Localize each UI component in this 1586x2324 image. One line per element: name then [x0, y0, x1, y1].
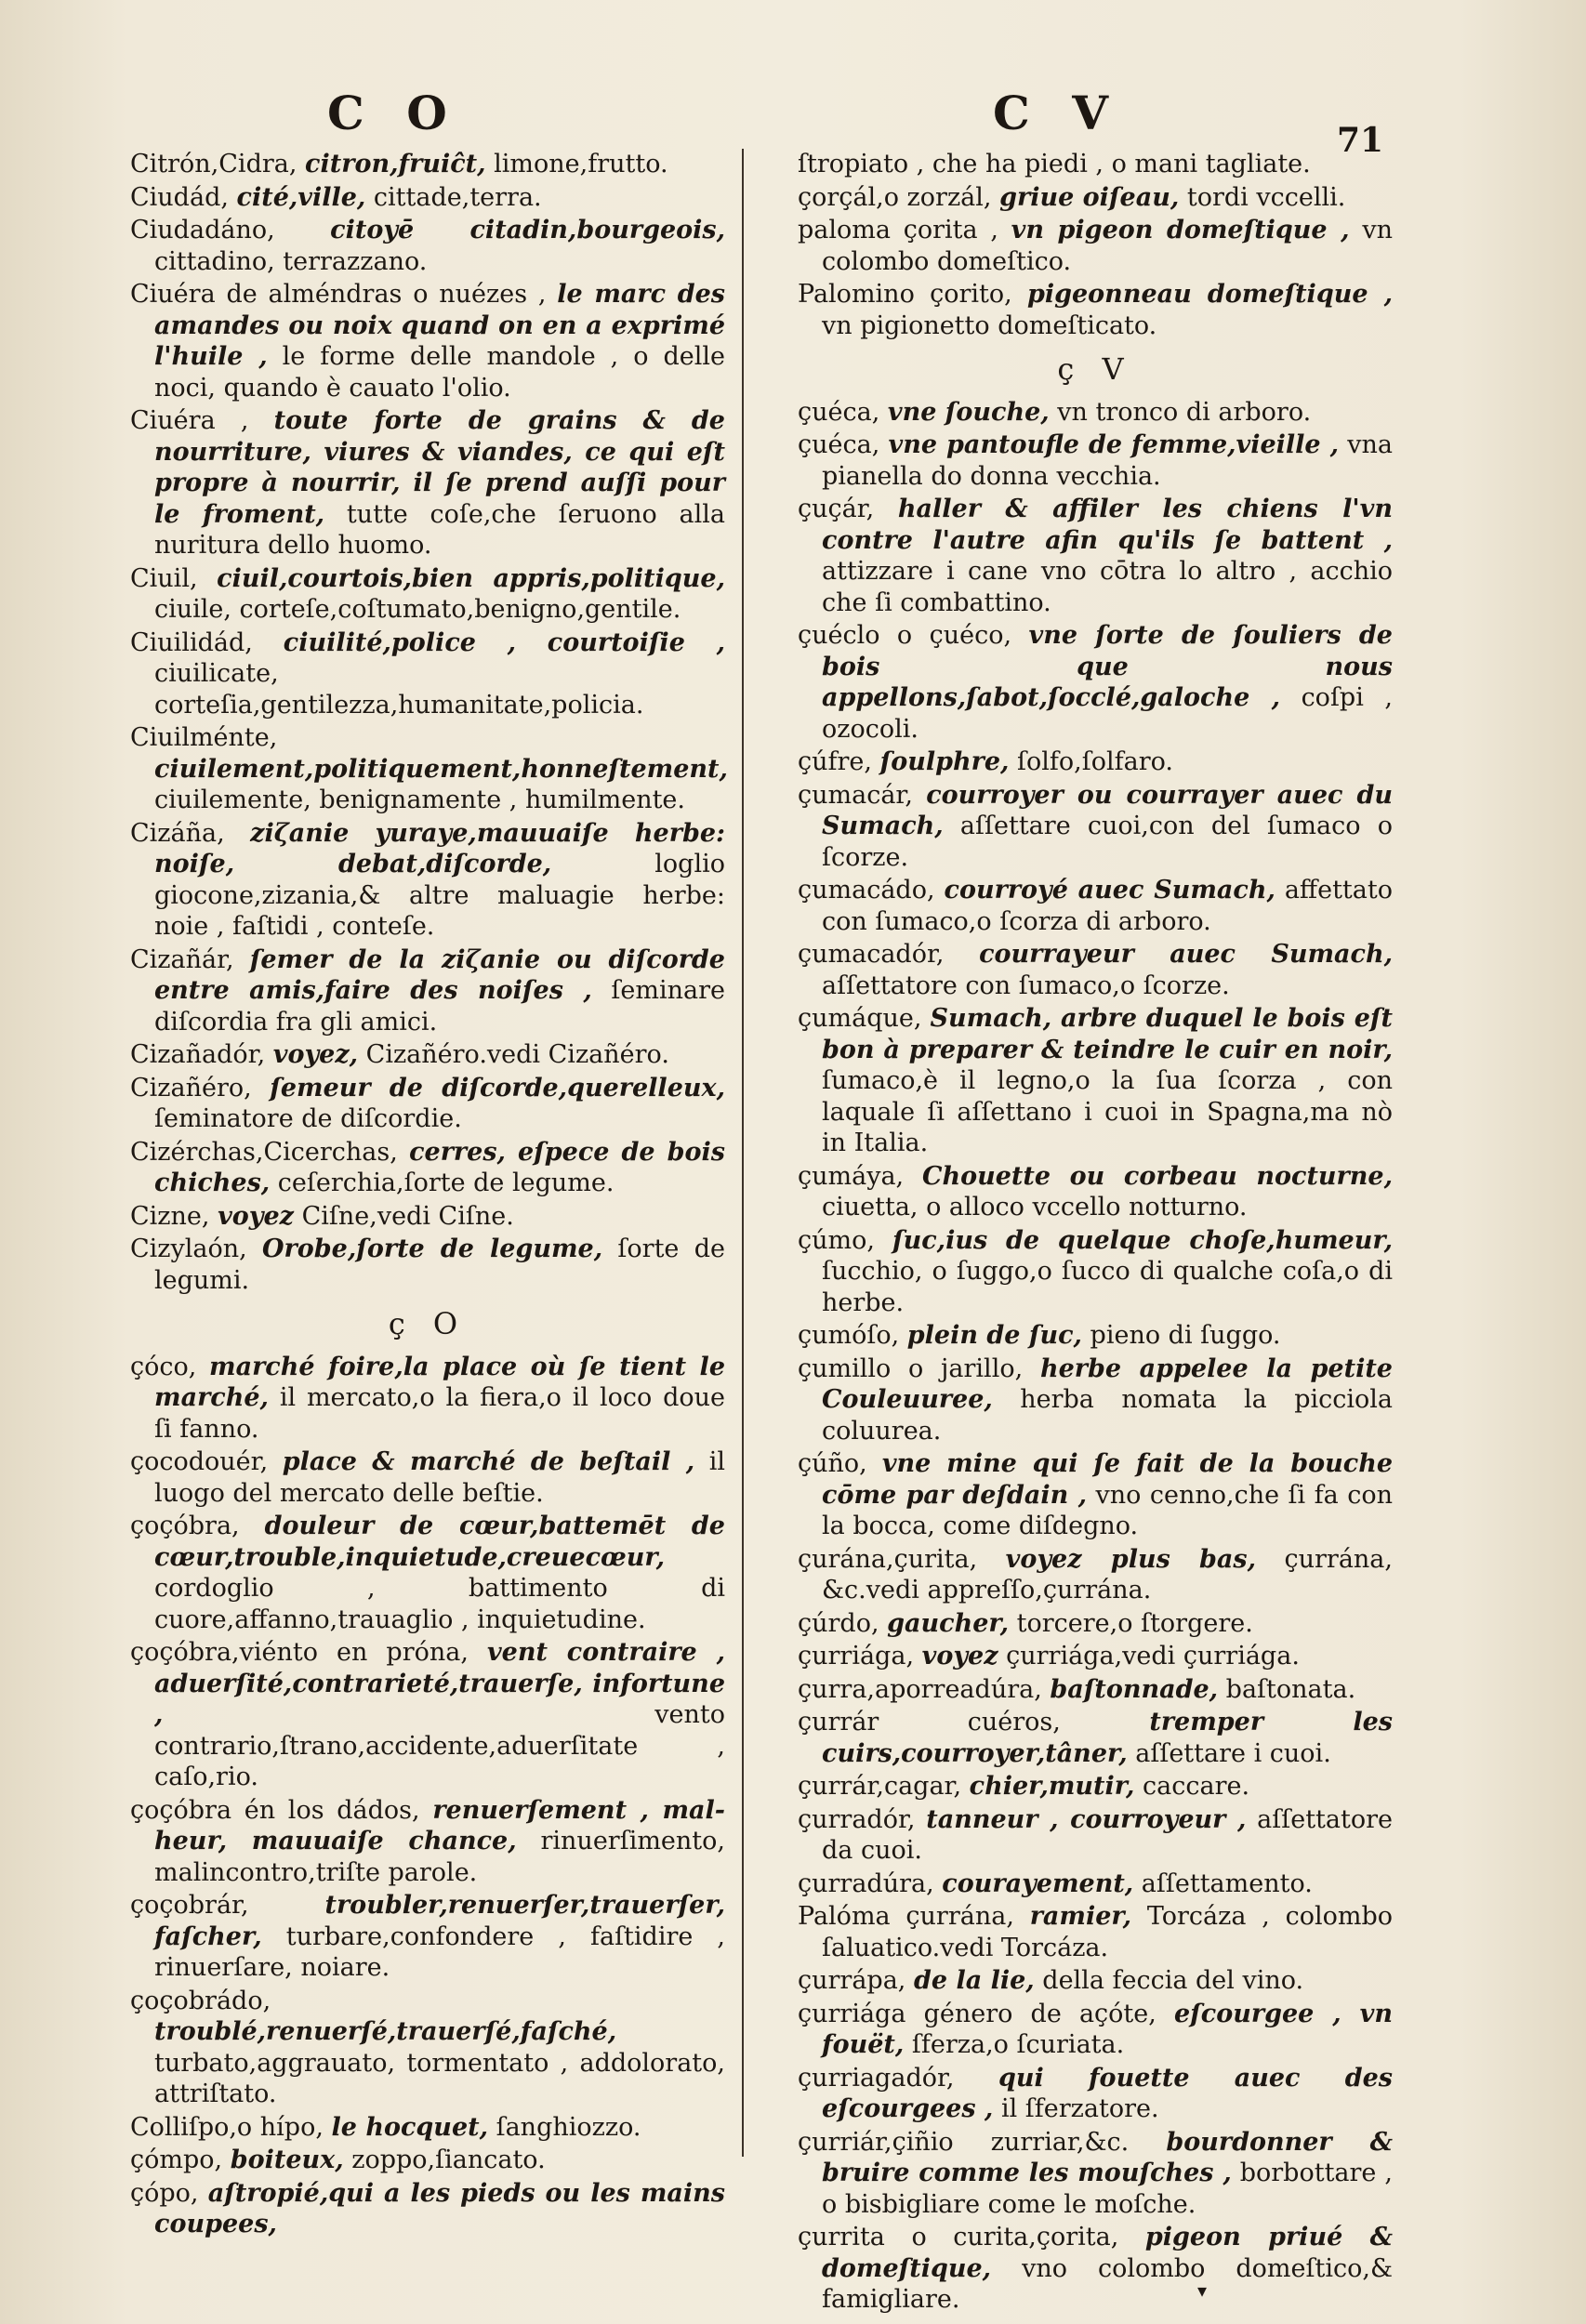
- entry-headword: çurrita o curita,çorita,: [798, 2223, 1119, 2251]
- entry-headword: çumacár,: [798, 780, 913, 810]
- entry-french: vne ſorte de ſouliers de bois que nous appellons,ſabot,ſocclé,galoche ,: [822, 621, 1393, 712]
- left-section-entry-list: [130, 1352, 725, 2240]
- entry-french: ziζanie yuraye,mauuaiſe herbe: noiſe, debat,diſcorde,: [154, 818, 725, 878]
- entry-french: voyez,: [272, 1040, 359, 1069]
- entry-headword: çuéclo o çuéco,: [798, 621, 1012, 650]
- entry-italian: turbato,aggrauato, tormentato , addolorato, attriſtato.: [154, 2048, 725, 2108]
- dictionary-entry: [130, 2145, 725, 2176]
- right-section-entry-list: [798, 397, 1393, 2316]
- entry-french: citron,fruiĉt,: [305, 150, 486, 178]
- entry-italian: il ſferzatore.: [1000, 2094, 1159, 2123]
- dictionary-entry: [798, 215, 1393, 277]
- entry-italian: il luogo del mercato delle beſtie.: [154, 1447, 725, 1508]
- entry-italian: cittadino, terrazzano.: [154, 246, 428, 276]
- entry-french: tremper les cuirs,courroyer,tâner,: [822, 1708, 1393, 1768]
- dictionary-entry: [798, 1804, 1393, 1867]
- entry-french: troubler,renuerſer,trauerſer, faſcher,: [154, 1891, 725, 1951]
- entry-italian: ſorte de legumi.: [154, 1235, 725, 1295]
- dictionary-entry: [130, 279, 725, 403]
- dictionary-entry: [130, 1986, 725, 2110]
- entry-italian: vn pigionetto domeſticato.: [822, 310, 1157, 340]
- entry-italian: baſtonata.: [1225, 1674, 1356, 1704]
- entry-french: griue oiſeau,: [999, 182, 1180, 212]
- right-entry-list: [798, 149, 1393, 341]
- entry-french: troublé,renuerſé,trauerſé,faſché,: [154, 2017, 617, 2046]
- entry-french: ſuc,ius de quelque choſe,humeur,: [892, 1225, 1393, 1255]
- entry-headword: Ciuil,: [130, 563, 198, 593]
- section-head-co: ç O: [388, 1306, 468, 1341]
- entry-french: vn pigeon domeſtique ,: [1011, 216, 1350, 244]
- entry-italian: vn colombo domeſtico.: [822, 216, 1393, 276]
- entry-headword: çorçál,o zorzál,: [798, 182, 992, 212]
- entry-headword: çoçobrádo,: [130, 1986, 271, 2015]
- dictionary-entry: [130, 627, 725, 721]
- entry-italian: turbare,confondere , faſtidire , rinuerſare, noiare.: [154, 1921, 725, 1982]
- entry-italian: aſſettamento.: [1141, 1868, 1313, 1898]
- entry-headword: Cizylaón,: [130, 1235, 247, 1263]
- entry-italian: le forme delle mandole , o delle noci, quando è cauato l'olio.: [154, 342, 725, 403]
- dictionary-entry: [798, 875, 1393, 937]
- entry-italian: affettato con ſumaco,o ſcorza di arboro.: [822, 876, 1393, 936]
- section-head-cv: ç V: [1057, 351, 1133, 387]
- entry-italian: cittade,terra.: [373, 182, 542, 212]
- entry-french: courroyer ou courrayer auec du Sumach,: [822, 780, 1393, 840]
- entry-french: ciuilement,politiquement,honneſtement,: [154, 754, 728, 784]
- entry-italian: coſpi , ozocoli.: [822, 683, 1393, 744]
- left-column: [130, 149, 728, 2242]
- dictionary-entry: [130, 1039, 725, 1071]
- entry-italian: caccare.: [1143, 1772, 1250, 1801]
- dictionary-entry: [130, 944, 725, 1038]
- entry-headword: çoçobrár,: [130, 1891, 249, 1920]
- entry-italian: zoppo,ſiancato.: [351, 2146, 546, 2174]
- dictionary-entry: [798, 429, 1393, 492]
- entry-italian: loglio giocone,zizania,& altre maluagie herbe: noie , faſtidi , conteſe.: [154, 850, 725, 941]
- entry-headword: çoçóbra,viénto en próna,: [130, 1638, 469, 1667]
- entry-french: bourdonner & bruire comme les mouſches ,: [822, 2127, 1393, 2187]
- entry-headword: Citrón,Cidra,: [130, 150, 297, 178]
- entry-french: gaucher,: [887, 1608, 1010, 1638]
- dictionary-entry: [798, 1999, 1393, 2061]
- dictionary-entry: [130, 2112, 725, 2144]
- entry-headword: çómpo,: [130, 2146, 223, 2174]
- entry-headword: çoçóbra,: [130, 1512, 240, 1540]
- entry-headword: çóco,: [130, 1352, 197, 1381]
- entry-french: haller & affiler les chiens l'vn contre l'autre afin qu'ils ſe battent ,: [822, 495, 1393, 555]
- dictionary-entry: [798, 1707, 1393, 1769]
- dictionary-entry: [798, 1674, 1393, 1706]
- entry-italian: çurrána, &c.vedi appreſſo,çurrána.: [822, 1544, 1393, 1604]
- entry-headword: çurrápa,: [798, 1966, 906, 1995]
- dictionary-entry: [798, 1003, 1393, 1159]
- entry-headword: çurrár,cagar,: [798, 1772, 962, 1801]
- entry-headword: çumóſo,: [798, 1321, 900, 1350]
- entry-french: courrayeur auec Sumach,: [979, 940, 1393, 969]
- column-divider: [742, 149, 744, 2157]
- dictionary-entry: [798, 149, 1393, 180]
- dictionary-entry: [130, 1637, 725, 1793]
- entry-french: de la lie,: [913, 1966, 1035, 1995]
- entry-italian: rinuerſimento, malincontro,triſte parole.: [154, 1827, 725, 1887]
- entry-italian: vno cenno,che ſi fa con la bocca, come diſdegno.: [822, 1480, 1393, 1540]
- entry-italian: ſtropiato , che ha piedi , o mani tagliate.: [798, 150, 1311, 178]
- dictionary-entry: [798, 397, 1393, 429]
- dictionary-entry: [130, 149, 725, 180]
- entry-headword: çurriár,çiñio zurriar,&c.: [798, 2127, 1130, 2157]
- dictionary-entry: [130, 1511, 725, 1635]
- entry-headword: çuéca,: [798, 430, 880, 459]
- dictionary-entry: [130, 1446, 725, 1509]
- dictionary-entry: [130, 215, 725, 277]
- entry-headword: çumillo o jarillo,: [798, 1353, 1024, 1383]
- dictionary-entry: [798, 2222, 1393, 2316]
- entry-headword: çúño,: [798, 1449, 867, 1478]
- entry-italian: ciuilemente, benignamente , humilmente.: [154, 786, 685, 814]
- entry-french: boiteux,: [230, 2146, 344, 2174]
- entry-french: ſoulphre,: [879, 747, 1010, 776]
- entry-headword: çúfre,: [798, 747, 872, 776]
- entry-french: ſemeur de diſcorde,querelleux,: [270, 1073, 725, 1103]
- entry-headword: paloma çorita ,: [798, 216, 998, 244]
- entry-italian: ſanghiozzo.: [496, 2112, 641, 2142]
- entry-headword: çurriága,: [798, 1642, 915, 1670]
- dictionary-entry: [798, 620, 1393, 745]
- dictionary-entry: [798, 939, 1393, 1001]
- entry-headword: çocodouér,: [130, 1447, 269, 1476]
- entry-headword: Palóma çurrána,: [798, 1902, 1014, 1931]
- dictionary-entry: [798, 182, 1393, 214]
- entry-italian: vna pianella do donna vecchia.: [822, 430, 1393, 491]
- dictionary-entry: [798, 1161, 1393, 1223]
- entry-headword: Colliſpo,o hípo,: [130, 2112, 324, 2142]
- entry-headword: çúrdo,: [798, 1608, 879, 1638]
- entry-headword: çoçóbra én los dádos,: [130, 1795, 420, 1825]
- right-column: [798, 149, 1393, 2317]
- entry-headword: Ciuilménte,: [130, 723, 278, 752]
- entry-headword: Cizérchas,Cicerchas,: [130, 1137, 398, 1167]
- entry-italian: aſſettare cuoi,con del ſumaco o ſcorze.: [822, 812, 1393, 872]
- entry-headword: Cizáña,: [130, 818, 225, 848]
- entry-french: ciuilité,police , courtoiſie ,: [283, 627, 725, 657]
- entry-french: toute forte de grains & de nourriture, viures & viandes, ce qui eſt propre à nourrir, il ſe prend auſſi pour le froment,: [154, 406, 725, 529]
- entry-italian: tordi vccelli.: [1186, 182, 1346, 212]
- entry-french: ſemer de la ziζanie ou diſcorde entre amis,faire des noiſes ,: [154, 944, 725, 1005]
- entry-french: voyez: [921, 1642, 998, 1670]
- dictionary-entry: [798, 1965, 1393, 1997]
- entry-headword: Ciuéra ,: [130, 406, 249, 435]
- entry-italian: vento contrario,ſtrano,accidente,aduerſitate , caſo,rio.: [154, 1700, 725, 1791]
- entry-italian: ciuile, corteſe,coſtumato,benigno,gentile.: [154, 595, 681, 624]
- entry-french: vne mine qui ſe fait de la bouche cōme par deſdain ,: [822, 1449, 1393, 1510]
- entry-french: eſcourgee , vn fouët,: [822, 1999, 1393, 2059]
- entry-french: vent contraire , aduerſité,contrarieté,trauerſe, infortune ,: [154, 1638, 725, 1729]
- entry-french: aſtropié,qui a les pieds ou les mains coupees,: [154, 2178, 725, 2238]
- entry-headword: çumacádo,: [798, 876, 935, 905]
- entry-italian: tutte coſe,che ſeruono alla nuritura dello huomo.: [154, 499, 725, 560]
- dictionary-entry: [130, 1201, 725, 1233]
- entry-french: Orobe,ſorte de legume,: [262, 1235, 603, 1263]
- entry-headword: Ciudád,: [130, 182, 229, 212]
- left-entry-list: [130, 149, 728, 1296]
- entry-italian: ceſerchia,ſorte de legume.: [277, 1169, 615, 1197]
- entry-headword: çumáya,: [798, 1161, 905, 1191]
- entry-french: douleur de cœur,battemēt de cœur,trouble,inquietude,creuecœur,: [154, 1512, 725, 1572]
- entry-italian: Cizañéro.vedi Cizañéro.: [365, 1040, 669, 1069]
- entry-italian: cordoglio , battimento di cuore,affanno,trauaglio , inquietudine.: [154, 1574, 725, 1634]
- dictionary-entry: [130, 722, 728, 816]
- entry-headword: Ciuilidád,: [130, 627, 253, 657]
- entry-french: qui fouette auec des eſcourgees ,: [822, 2063, 1393, 2123]
- entry-french: ciuil,courtois,bien appris,politique,: [217, 563, 725, 593]
- left-running-head: C O: [327, 86, 460, 140]
- page-number: 71: [1337, 121, 1384, 160]
- entry-french: Sumach, arbre duquel le bois eſt bon à preparer & teindre le cuir en noir,: [822, 1004, 1393, 1064]
- entry-italian: attizzare i cane vno cōtra lo altro , acchio che ſi combattino.: [822, 557, 1393, 617]
- dictionary-entry: [130, 1352, 725, 1446]
- entry-french: le marc des amandes ou noix quand on en a exprimé l'huile ,: [154, 280, 725, 371]
- dictionary-entry: [798, 1608, 1393, 1640]
- dictionary-entry: [798, 746, 1393, 778]
- entry-french: tanneur , courroyeur ,: [926, 1804, 1247, 1834]
- entry-italian: Torcáza , colombo ſaluatico.vedi Torcáza.: [822, 1902, 1394, 1962]
- entry-italian: vn tronco di arboro.: [1057, 397, 1312, 427]
- dictionary-entry: [798, 1320, 1393, 1352]
- entry-headword: çurriagadór,: [798, 2063, 955, 2093]
- dictionary-entry: [130, 182, 725, 214]
- dictionary-entry: [130, 818, 725, 943]
- entry-french: plein de ſuc,: [906, 1321, 1082, 1350]
- entry-french: marché foire,la place où ſe tient le marché,: [154, 1352, 725, 1412]
- dictionary-entry: [130, 1890, 725, 1984]
- entry-italian: ſolfo,ſolfaro.: [1017, 747, 1173, 776]
- entry-french: pigeon priué & domeſtique,: [822, 2223, 1393, 2283]
- entry-italian: aſſettare i cuoi.: [1135, 1738, 1331, 1768]
- dictionary-entry: [798, 780, 1393, 874]
- entry-french: place & marché de beſtail ,: [282, 1447, 695, 1476]
- entry-headword: Cizne,: [130, 1201, 210, 1231]
- entry-italian: ciuetta, o alloco vccello notturno.: [822, 1193, 1248, 1221]
- dictionary-entry: [798, 1448, 1393, 1542]
- entry-french: citoyē citadin,bourgeois,: [330, 216, 725, 244]
- entry-italian: aſſettatore con ſumaco,o ſcorze.: [822, 971, 1230, 1000]
- dictionary-entry: [130, 563, 725, 626]
- entry-french: le hocquet,: [331, 2112, 488, 2142]
- entry-french: pigeonneau domeſtique ,: [1026, 280, 1393, 309]
- entry-french: cité,ville,: [236, 182, 366, 212]
- entry-italian: çurriága,vedi çurriága.: [1006, 1642, 1300, 1670]
- dictionary-entry: [798, 2063, 1393, 2125]
- dictionary-entry: [130, 2178, 725, 2240]
- entry-french: voyez plus bas,: [1005, 1544, 1257, 1574]
- entry-italian: herba nomata la picciola coluurea.: [822, 1385, 1393, 1446]
- entry-headword: çuçár,: [798, 495, 875, 523]
- entry-italian: Ciſne,vedi Ciſne.: [301, 1201, 514, 1231]
- entry-italian: aſſettatore da cuoi.: [822, 1804, 1393, 1865]
- dictionary-entry: [798, 494, 1393, 618]
- dictionary-entry: [130, 405, 725, 561]
- entry-headword: Cizañár,: [130, 944, 234, 974]
- right-running-head: C V: [993, 86, 1121, 140]
- entry-headword: çúmo,: [798, 1225, 875, 1255]
- dictionary-entry: [798, 279, 1393, 341]
- dictionary-entry: [798, 1868, 1393, 1900]
- entry-italian: ſeminatore de diſcordie.: [154, 1104, 462, 1133]
- entry-french: vne ſouche,: [887, 397, 1050, 427]
- entry-french: vne pantoufle de femme,vieille ,: [888, 430, 1340, 459]
- entry-french: courroyé auec Sumach,: [944, 876, 1275, 905]
- entry-italian: ciuilicate, corteſia,gentilezza,humanitate,policia.: [154, 659, 644, 720]
- printer-mark: ▾: [1197, 2279, 1208, 2302]
- entry-headword: çurriága género de açóte,: [798, 1999, 1156, 2028]
- dictionary-entry: [798, 1771, 1393, 1802]
- dictionary-entry: [130, 1234, 725, 1296]
- dictionary-entry: [130, 1073, 725, 1135]
- entry-headword: çurra,aporreadúra,: [798, 1674, 1042, 1704]
- entry-headword: çurána,çurita,: [798, 1544, 978, 1574]
- dictionary-entry: [798, 1901, 1393, 1963]
- dictionary-entry: [798, 1641, 1393, 1672]
- entry-french: Chouette ou corbeau nocturne,: [921, 1161, 1393, 1191]
- entry-headword: çumacadór,: [798, 940, 945, 969]
- entry-french: herbe appelee la petite Couleuuree,: [822, 1353, 1393, 1414]
- dictionary-entry: [798, 1353, 1393, 1447]
- entry-headword: çurrár cuéros,: [798, 1708, 1061, 1736]
- entry-headword: Ciudadáno,: [130, 216, 275, 244]
- entry-italian: il mercato,o la fiera,o il loco doue ſi fanno.: [154, 1383, 725, 1444]
- entry-headword: Cizañéro,: [130, 1073, 252, 1103]
- dictionary-entry: [130, 1137, 725, 1199]
- dictionary-entry: [798, 1225, 1393, 1319]
- entry-italian: borbottare , o bisbigliare come le moſche.: [822, 2159, 1393, 2219]
- entry-headword: Palomino çorito,: [798, 280, 1012, 309]
- entry-headword: Cizañadór,: [130, 1040, 266, 1069]
- entry-french: voyez: [218, 1201, 294, 1231]
- entry-italian: ſucchio, o ſuggo,o ſucco di qualche coſa,o di herbe.: [822, 1257, 1393, 1317]
- entry-italian: della feccia del vino.: [1042, 1966, 1304, 1995]
- entry-french: ramier,: [1029, 1902, 1132, 1931]
- entry-french: courayement,: [942, 1868, 1134, 1898]
- dictionary-entry: [798, 2127, 1393, 2221]
- entry-headword: çurradór,: [798, 1804, 916, 1834]
- entry-italian: pieno di ſuggo.: [1090, 1321, 1281, 1350]
- entry-italian: ſferza,o ſcuriata.: [911, 2030, 1125, 2059]
- entry-headword: çumáque,: [798, 1004, 922, 1033]
- entry-headword: çuéca,: [798, 397, 880, 427]
- entry-french: chier,mutir,: [969, 1772, 1135, 1801]
- entry-headword: çópo,: [130, 2178, 199, 2208]
- entry-french: cerres, eſpece de bois chiches,: [154, 1137, 725, 1197]
- entry-italian: ſeminare diſcordia fra gli amici.: [154, 976, 725, 1037]
- entry-french: baſtonnade,: [1050, 1674, 1219, 1704]
- entry-italian: limone,frutto.: [494, 150, 668, 178]
- dictionary-entry: [130, 1795, 725, 1889]
- entry-french: renuerſement , mal-heur, mauuaiſe chance,: [154, 1795, 725, 1855]
- entry-italian: vno colombo domeſtico,& famigliare.: [822, 2253, 1393, 2314]
- entry-italian: ſumaco,è il legno,o la ſua ſcorza , con laquale ſi aſſettano i cuoi in Spagna,ma nò in Italia.: [822, 1066, 1393, 1157]
- entry-headword: Ciuéra de alméndras o nuézes ,: [130, 280, 547, 309]
- entry-headword: çurradúra,: [798, 1868, 934, 1898]
- entry-italian: torcere,o ſtorgere.: [1016, 1608, 1253, 1638]
- dictionary-entry: [798, 1544, 1393, 1606]
